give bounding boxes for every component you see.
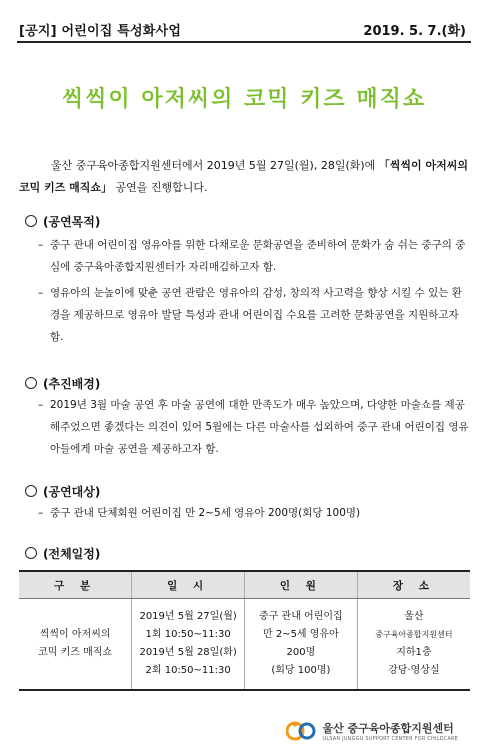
circle-bullet-icon — [25, 485, 37, 497]
center-logo-subtitle: ULSAN JUNGGU SUPPORT CENTER FOR CHILDCARE — [322, 736, 458, 742]
cell-people: 중구 관내 어린이집 만 2~5세 영유아 200명 (회당 100명) — [245, 599, 358, 691]
header-divider — [17, 41, 471, 43]
target-item-1: – 중구 관내 단체회원 어린이집 만 2~5세 영유아 200명(회당 100명) — [38, 507, 361, 519]
intro-post: 공연을 진행합니다. — [115, 181, 208, 194]
cell-show-name: 씩씩이 아저씨의 코믹 키즈 매직쇼 — [19, 599, 132, 691]
purpose-item-1: – 중구 관내 어린이집 영유아를 위한 다채로운 문화공연을 준비하여 문화가 숨 쉬는 중구의 중심에 중구육아종합지원센터가 자리매김하고자 함. — [38, 239, 466, 273]
schedule-table — [19, 570, 470, 691]
notice-date: 2019. 5. 7.(화) — [363, 24, 466, 39]
section-target-heading: (공연대상) — [25, 483, 470, 500]
circle-bullet-icon — [25, 215, 37, 227]
col-header-people: 인 원 — [245, 571, 358, 599]
center-logo — [286, 719, 458, 743]
section-schedule-heading: (전체일정) — [25, 545, 100, 562]
intro-show-title: 「씩씩이 아저씨의 코믹 키즈 매직쇼」 — [19, 159, 468, 194]
section-background — [25, 375, 470, 460]
table-header-row — [19, 571, 470, 599]
section-purpose-heading: (공연목적) — [25, 213, 470, 230]
purpose-item-2: – 영유아의 눈높이에 맞춘 공연 관람은 영유아의 감성, 창의적 사고력을 향상 시킬 수 있는 환경을 제공하므로 영유아 발달 특성과 관내 어린이집 수요를 고려한 문화공연을 지원하고자 함. — [38, 287, 462, 343]
section-background-heading: (추진배경) — [25, 375, 470, 392]
section-purpose — [25, 213, 470, 348]
page-title: 씩씩이 아저씨의 코믹 키즈 매직쇼 — [61, 87, 427, 112]
col-header-datetime: 일 시 — [132, 571, 245, 599]
section-target — [25, 483, 470, 524]
cell-datetime: 2019년 5월 27일(월) 1회 10:50~11:30 2019년 5월 28일(화) 2회 10:50~11:30 — [132, 599, 245, 691]
center-logo-name: 울산 중구육아종합지원센터 — [322, 722, 454, 735]
cell-place: 울산 중구육아종합지원센터 지하1층 강당·영상실 — [357, 599, 470, 691]
intro-paragraph — [19, 155, 471, 199]
center-logo-icon — [286, 719, 316, 743]
col-header-place: 장 소 — [357, 571, 470, 599]
circle-bullet-icon — [25, 547, 37, 559]
notice-tag: [공지] 어린이집 특성화사업 — [19, 24, 182, 39]
table-row — [19, 599, 470, 691]
background-item-1: – 2019년 3월 마술 공연 후 마술 공연에 대한 만족도가 매우 높았으며, 다양한 마술쇼를 제공해주었으면 좋겠다는 의견이 있어 5월에는 다른 마술사를 섭외하여 중구 관내 어린이집 영유아들에게 마술 공연을 제공하고자 함. — [38, 399, 469, 455]
circle-bullet-icon — [25, 377, 37, 389]
intro-pre: 울산 중구육아종합지원센터에서 2019년 5월 27일(월), 28일(화)에 — [51, 159, 379, 172]
col-header-category: 구 분 — [19, 571, 132, 599]
